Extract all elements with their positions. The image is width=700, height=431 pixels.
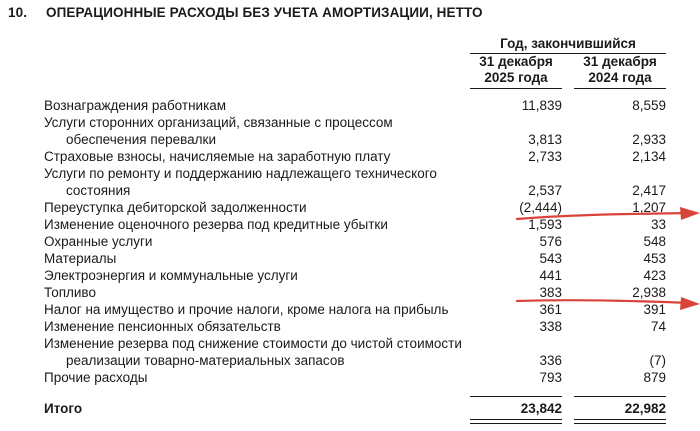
column-header-2024-line2: 2024 года bbox=[588, 70, 652, 85]
value-2024: (7) bbox=[649, 353, 666, 368]
row-label-line1: Услуги сторонних организаций, связанные с процессом bbox=[44, 115, 393, 130]
value-2025: 361 bbox=[539, 302, 562, 317]
value-2024: 2,933 bbox=[632, 132, 666, 147]
value-2024: 453 bbox=[643, 251, 666, 266]
value-2024: 879 bbox=[643, 370, 666, 385]
row-label: Налог на имущество и прочие налоги, кроме налога на прибыль bbox=[44, 302, 449, 317]
section-number: 10. bbox=[8, 5, 28, 20]
row-label: Переуступка дебиторской задолженности bbox=[44, 200, 307, 215]
value-2025: 543 bbox=[539, 251, 562, 266]
row-label-line2: реализации товарно-материальных запасов bbox=[66, 353, 345, 368]
value-2025: 2,733 bbox=[528, 149, 562, 164]
column-header-2024-line1: 31 декабря bbox=[583, 54, 657, 69]
value-2024: 423 bbox=[643, 268, 666, 283]
row-label-line2: состояния bbox=[66, 183, 131, 198]
row-label: Электроэнергия и коммунальные услуги bbox=[44, 268, 298, 283]
value-2024: 548 bbox=[643, 234, 666, 249]
value-2025: 2,537 bbox=[528, 183, 562, 198]
total-2024: 22,982 bbox=[624, 401, 666, 416]
row-label: Изменение пенсионных обязательств bbox=[44, 319, 281, 334]
column-header-2025-line1: 31 декабря bbox=[479, 54, 553, 69]
row-label: Прочие расходы bbox=[44, 370, 148, 385]
period-header: Год, закончившийся bbox=[470, 36, 666, 54]
value-2024: 391 bbox=[643, 302, 666, 317]
row-label: Топливо bbox=[44, 285, 96, 300]
value-2025: 576 bbox=[539, 234, 562, 249]
row-label: Страховые взносы, начисляемые на заработную плату bbox=[44, 149, 391, 164]
value-2024: 8,559 bbox=[632, 98, 666, 113]
value-2025: 1,593 bbox=[528, 217, 562, 232]
total-2025: 23,842 bbox=[520, 401, 562, 416]
row-label: Материалы bbox=[44, 251, 117, 266]
red-arrow-icon bbox=[517, 297, 700, 310]
value-2025: 3,813 bbox=[528, 132, 562, 147]
value-2024: 1,207 bbox=[632, 200, 666, 215]
row-label: Изменение оценочного резерва под кредитные убытки bbox=[44, 217, 388, 232]
value-2025: 793 bbox=[539, 370, 562, 385]
row-label-line2: обеспечения перевалки bbox=[66, 132, 217, 147]
value-2024: 2,134 bbox=[632, 149, 666, 164]
column-header-2025-line2: 2025 года bbox=[484, 70, 548, 85]
value-2025: 336 bbox=[539, 353, 562, 368]
value-2025: (2,444) bbox=[519, 200, 562, 215]
value-2025: 441 bbox=[539, 268, 562, 283]
value-2025: 11,839 bbox=[521, 98, 562, 113]
total-label: Итого bbox=[44, 401, 83, 416]
value-2024: 2,417 bbox=[632, 183, 666, 198]
row-label-line1: Услуги по ремонту и поддержанию надлежащего технического bbox=[44, 166, 437, 181]
value-2024: 2,938 bbox=[632, 285, 666, 300]
value-2024: 74 bbox=[650, 319, 666, 334]
value-2024: 33 bbox=[650, 217, 666, 232]
red-arrow-icon bbox=[517, 207, 700, 220]
row-label: Вознаграждения работникам bbox=[44, 98, 227, 113]
row-label: Охранные услуги bbox=[44, 234, 153, 249]
value-2025: 383 bbox=[539, 285, 562, 300]
value-2025: 338 bbox=[539, 319, 562, 334]
row-label-line1: Изменение резерва под снижение стоимости до чистой стоимости bbox=[44, 336, 462, 351]
section-heading: ОПЕРАЦИОННЫЕ РАСХОДЫ БЕЗ УЧЕТА АМОРТИЗАЦИИ, НЕТТО bbox=[46, 5, 483, 20]
